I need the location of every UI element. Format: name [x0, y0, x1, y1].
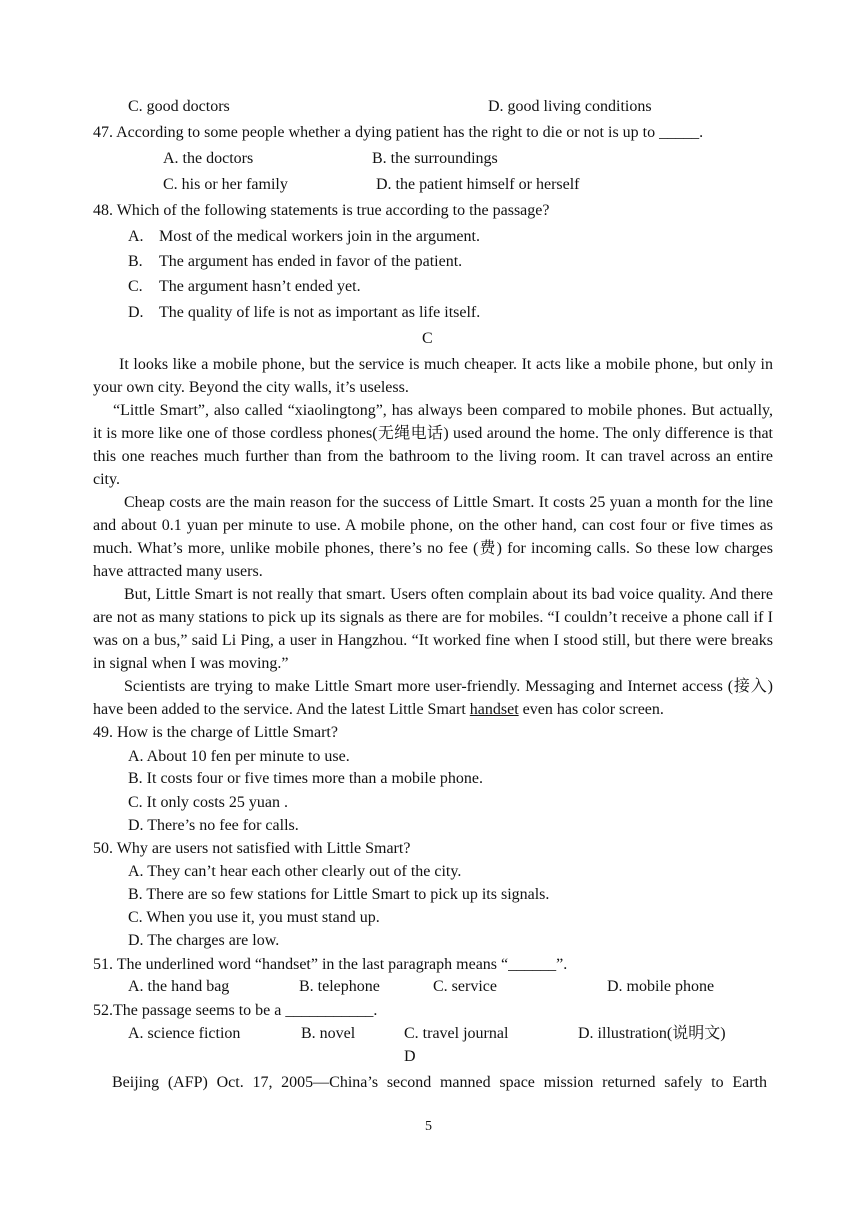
question-51-stem: 51. The underlined word “handset” in the last paragraph means “______”.	[93, 956, 568, 973]
q51-option-a: A. the hand bag	[128, 978, 230, 995]
q50-option-a: A. They can’t hear each other clearly out of the city.	[128, 863, 462, 880]
q48-option-c-letter: C.	[128, 278, 143, 295]
q48-option-c: The argument hasn’t ended yet.	[159, 278, 361, 295]
underlined-word-handset: handset	[469, 701, 519, 718]
q51-option-d: D. mobile phone	[607, 978, 715, 995]
q49-option-a: A. About 10 fen per minute to use.	[128, 748, 350, 765]
section-d-heading: D	[404, 1048, 416, 1065]
passage-c-paragraph-3: Cheap costs are the main reason for the success of Little Smart. It costs 25 yuan a month for the line and about 0.1 yuan per minute to use. A mobile phone, on the other hand, can cost four or five times as much. What’s more, unlike mobile phones, there’s no fee (费) for incoming calls. So these low charges have attracted many users.	[93, 494, 773, 580]
paragraph-5-text-after: even has color screen.	[518, 701, 664, 718]
q48-option-d: The quality of life is not as important as life itself.	[159, 304, 481, 321]
q47-option-c: C. his or her family	[163, 176, 288, 193]
q52-option-d: D. illustration(说明文)	[578, 1025, 726, 1042]
question-50-stem: 50. Why are users not satisfied with Little Smart?	[93, 840, 411, 857]
passage-d-first-line: Beijing (AFP) Oct. 17, 2005—China’s second manned space mission returned safely to Earth	[112, 1074, 767, 1091]
question-47-stem: 47. According to some people whether a dying patient has the right to die or not is up to _____.	[93, 124, 704, 141]
question-48-stem: 48. Which of the following statements is true according to the passage?	[93, 202, 550, 219]
passage-c-paragraph-5	[93, 675, 773, 721]
paragraph-5-text-before: Scientists are trying to make Little Smart more user-friendly. Messaging and Internet access (接入) have been added to the service. And the latest Little Smart	[93, 678, 773, 718]
q47-option-d: D. the patient himself or herself	[376, 176, 580, 193]
q52-option-b: B. novel	[301, 1025, 356, 1042]
q48-option-a-letter: A.	[128, 228, 144, 245]
q50-option-c: C. When you use it, you must stand up.	[128, 909, 380, 926]
passage-c-paragraph-2: “Little Smart”, also called “xiaolingtong”, has always been compared to mobile phones. But actually, it is more like one of those cordless phones(无绳电话) used around the home. The only difference is that this one reaches much further than from the bathroom to the living room. It can travel across an entire city.	[93, 402, 773, 488]
option-c: C. good doctors	[128, 98, 230, 115]
q48-option-b: The argument has ended in favor of the patient.	[159, 253, 463, 270]
q49-option-c: C. It only costs 25 yuan .	[128, 794, 288, 811]
q47-option-a: A. the doctors	[163, 150, 254, 167]
q48-option-b-letter: B.	[128, 253, 143, 270]
q49-option-d: D. There’s no fee for calls.	[128, 817, 299, 834]
q52-option-c: C. travel journal	[404, 1025, 509, 1042]
passage-c-paragraph-1: It looks like a mobile phone, but the service is much cheaper. It acts like a mobile phone, but only in your own city. Beyond the city walls, it’s useless.	[93, 356, 773, 396]
option-d: D. good living conditions	[488, 98, 652, 115]
page-number: 5	[425, 1119, 432, 1134]
q48-option-a: Most of the medical workers join in the argument.	[159, 228, 480, 245]
question-49-stem: 49. How is the charge of Little Smart?	[93, 724, 338, 741]
q51-option-b: B. telephone	[299, 978, 380, 995]
q51-option-c: C. service	[433, 978, 497, 995]
question-52-stem: 52.The passage seems to be a ___________.	[93, 1002, 378, 1019]
q50-option-d: D. The charges are low.	[128, 932, 280, 949]
q47-option-b: B. the surroundings	[372, 150, 498, 167]
section-c-heading: C	[422, 330, 433, 347]
q49-option-b: B. It costs four or five times more than a mobile phone.	[128, 770, 484, 787]
passage-c-paragraph-4: But, Little Smart is not really that smart. Users often complain about its bad voice quality. And there are not as many stations to pick up its signals as there are for mobiles. “I couldn’t receive a phone call if I was on a bus,” said Li Ping, a user in Hangzhou. “It worked fine when I stood still, but there were breaks in signal when I was moving.”	[93, 586, 773, 672]
q50-option-b: B. There are so few stations for Little Smart to pick up its signals.	[128, 886, 550, 903]
q48-option-d-letter: D.	[128, 304, 144, 321]
q52-option-a: A. science fiction	[128, 1025, 241, 1042]
